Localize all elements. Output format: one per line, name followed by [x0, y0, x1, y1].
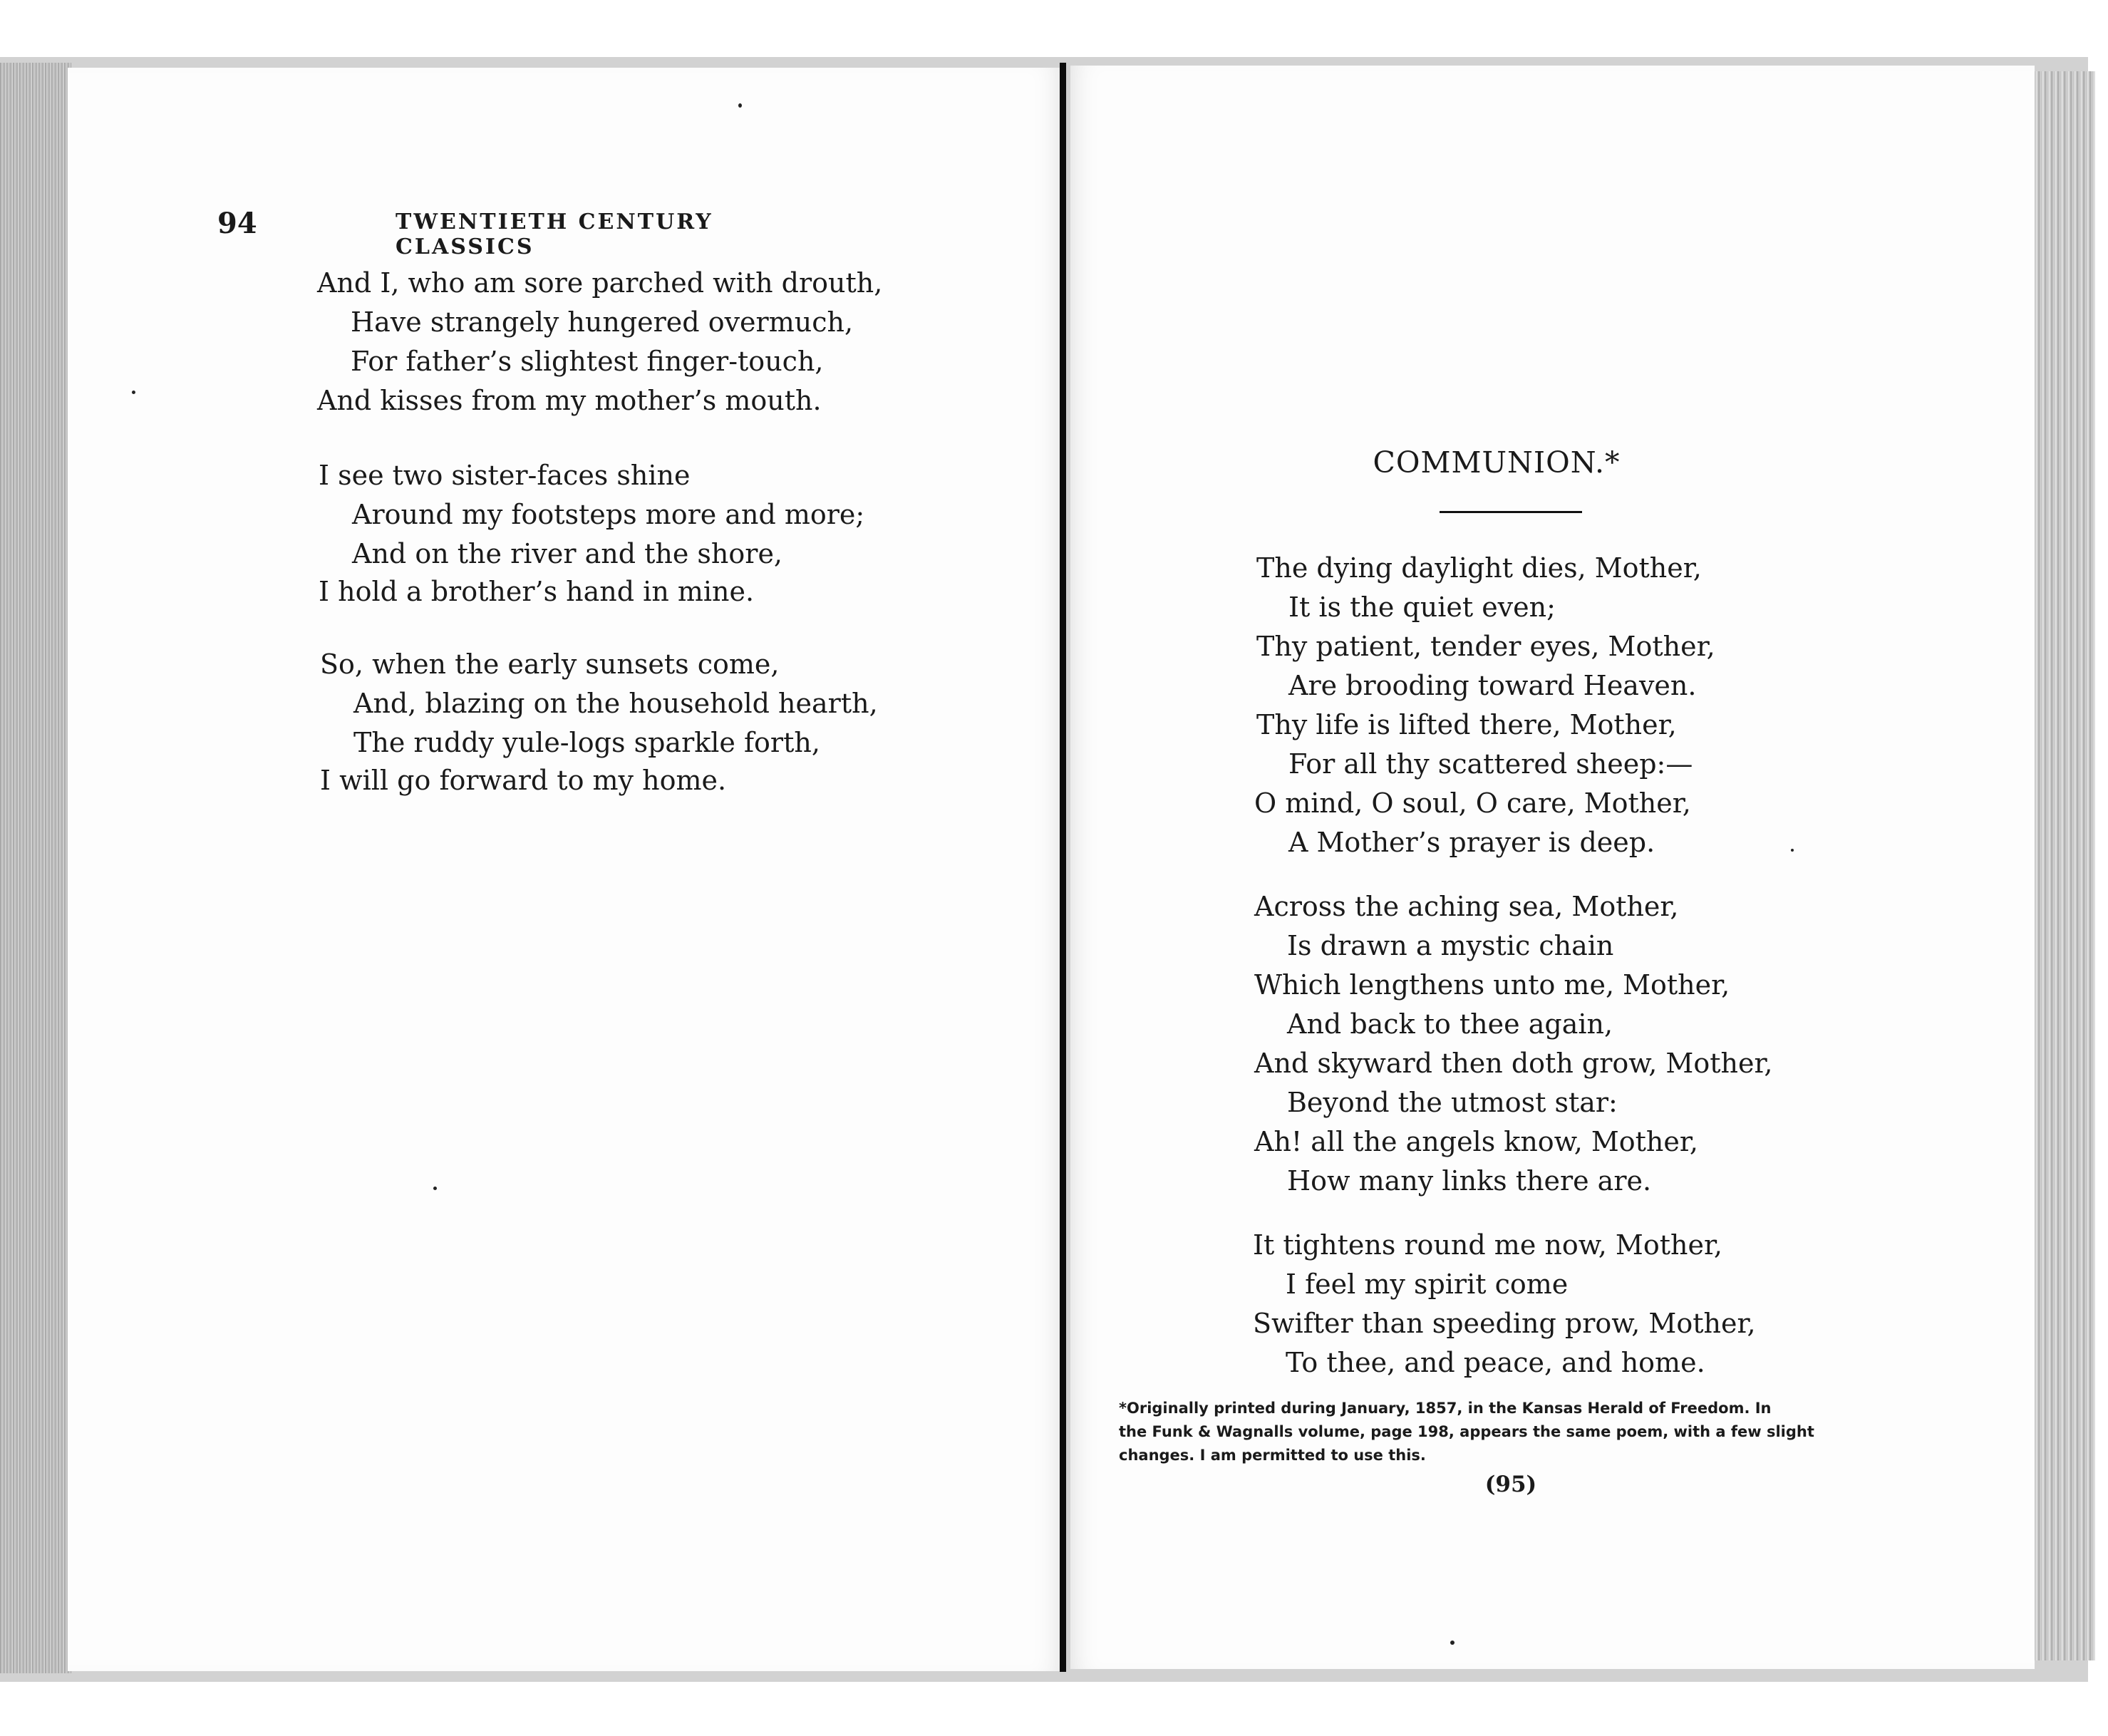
poem-line: I see two sister-faces shine: [319, 460, 691, 491]
poem-line: Is drawn a mystic chain: [1287, 930, 1614, 961]
poem-line: Across the aching sea, Mother,: [1254, 891, 1679, 922]
poem-line: For father’s slightest finger-touch,: [351, 346, 824, 377]
poem-line: Beyond the utmost star:: [1287, 1087, 1618, 1118]
poem-line: And kisses from my mother’s mouth.: [317, 385, 822, 416]
right-page-edges: [2035, 71, 2095, 1660]
poem-line: So, when the early sunsets come,: [320, 649, 780, 680]
poem-line: Thy life is lifted there, Mother,: [1256, 709, 1677, 740]
footnote-line: the Funk & Wagnalls volume, page 198, appears the same poem, with a few slight: [1119, 1423, 1814, 1440]
poem-line: It is the quiet even;: [1288, 591, 1556, 623]
poem-line: It tightens round me now, Mother,: [1253, 1229, 1723, 1261]
poem-line: O mind, O soul, O care, Mother,: [1254, 787, 1691, 819]
speck: [1791, 849, 1794, 852]
footnote-line: changes. I am permitted to use this.: [1119, 1447, 1426, 1464]
footnote-line: *Originally printed during January, 1857, in the Kansas Herald of Freedom. In: [1119, 1400, 1772, 1417]
poem-line: And back to thee again,: [1287, 1008, 1613, 1040]
poem-line: And skyward then doth grow, Mother,: [1254, 1048, 1773, 1079]
poem-line: Around my footsteps more and more;: [352, 499, 865, 530]
title-rule: [1440, 511, 1582, 513]
poem-line: And I, who am sore parched with drouth,: [317, 267, 883, 299]
left-page-header: [217, 207, 830, 259]
poem-line: I will go forward to my home.: [320, 765, 727, 796]
poem-line: Have strangely hungered overmuch,: [351, 306, 854, 338]
poem-line: Are brooding toward Heaven.: [1288, 670, 1697, 701]
speck: [738, 103, 742, 108]
poem-line: To thee, and peace, and home.: [1286, 1347, 1705, 1378]
speck: [433, 1187, 437, 1190]
poem-line: Thy patient, tender eyes, Mother,: [1256, 631, 1715, 662]
poem-title: COMMUNION.*: [1373, 445, 1621, 480]
book-gutter: [1060, 63, 1066, 1672]
page-number-left: 94: [217, 207, 257, 240]
poem-line: I feel my spirit come: [1286, 1269, 1569, 1300]
poem-line: A Mother’s prayer is deep.: [1288, 827, 1655, 858]
poem-line: And on the river and the shore,: [352, 538, 783, 569]
poem-line: The ruddy yule-logs sparkle forth,: [353, 727, 820, 758]
speck: [132, 391, 135, 394]
poem-line: How many links there are.: [1287, 1165, 1652, 1197]
left-page-edges: [0, 63, 71, 1673]
page-number-right: (95): [1484, 1472, 1537, 1497]
poem-line: Ah! all the angels know, Mother,: [1254, 1126, 1698, 1157]
poem-line: For all thy scattered sheep:—: [1288, 748, 1693, 780]
poem-line: Swifter than speeding prow, Mother,: [1253, 1308, 1756, 1339]
speck: [1450, 1641, 1455, 1645]
poem-line: I hold a brother’s hand in mine.: [319, 576, 755, 607]
poem-line: Which lengthens unto me, Mother,: [1254, 969, 1730, 1001]
poem-line: And, blazing on the household hearth,: [353, 688, 878, 719]
footnote: [1119, 1397, 1896, 1467]
running-head: TWENTIETH CENTURY CLASSICS: [396, 210, 713, 259]
poem-line: The dying daylight dies, Mother,: [1256, 552, 1702, 584]
